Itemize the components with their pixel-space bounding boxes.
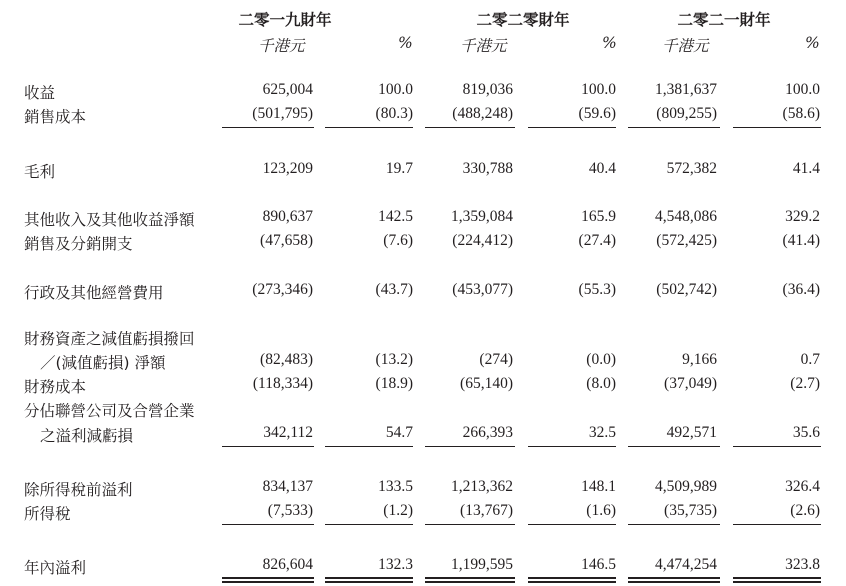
divider — [222, 127, 314, 128]
double-underline — [733, 581, 821, 583]
cell: (58.6) — [782, 105, 820, 122]
cell: 266,393 — [462, 424, 513, 441]
cell: 1,213,362 — [451, 478, 513, 495]
cell: 100.0 — [581, 81, 616, 98]
unit-amount-2020: 千港元 — [460, 37, 507, 55]
cell: (1.6) — [586, 502, 616, 519]
double-underline — [733, 577, 821, 579]
cell: (274) — [479, 351, 513, 368]
cell: 342,112 — [263, 424, 313, 441]
cell: 826,604 — [262, 556, 313, 573]
cell: (55.3) — [578, 281, 616, 298]
double-underline — [325, 581, 413, 583]
cell: 819,036 — [462, 81, 513, 98]
row-label-gross-profit: 毛利 — [24, 163, 56, 181]
divider — [425, 446, 515, 447]
cell: 4,509,989 — [655, 478, 717, 495]
cell: (1.2) — [383, 502, 413, 519]
cell: (2.7) — [790, 375, 820, 392]
cell: 492,571 — [666, 424, 717, 441]
unit-amount-2021: 千港元 — [662, 37, 709, 55]
cell: 41.4 — [792, 160, 820, 177]
row-label-impairment-line1: 財務資產之減值虧損撥回 — [24, 330, 195, 348]
divider — [733, 446, 821, 447]
cell: 132.3 — [378, 556, 413, 573]
cell: (453,077) — [452, 281, 513, 298]
row-label-share-of-results-line2: 之溢利減虧損 — [40, 427, 134, 445]
cell: 625,004 — [262, 81, 313, 98]
double-underline — [222, 577, 314, 579]
unit-pct-2020: % — [602, 34, 617, 52]
row-label-selling-expenses: 銷售及分銷開支 — [24, 235, 133, 253]
cell: (41.4) — [782, 232, 820, 249]
row-label-income-tax: 所得稅 — [24, 505, 71, 523]
divider — [628, 524, 720, 525]
cell: (59.6) — [578, 105, 616, 122]
cell: (82,483) — [260, 351, 313, 368]
header-fy2020: 二零二零財年 — [476, 11, 570, 29]
header-fy2019: 二零一九財年 — [238, 11, 332, 29]
cell: (18.9) — [375, 375, 413, 392]
double-underline — [628, 577, 720, 579]
cell: 4,474,254 — [655, 556, 717, 573]
divider — [733, 127, 821, 128]
cell: 146.5 — [581, 556, 616, 573]
unit-pct-2021: % — [805, 34, 820, 52]
double-underline — [425, 577, 515, 579]
cell: 329.2 — [785, 208, 820, 225]
divider — [628, 127, 720, 128]
cell: (36.4) — [782, 281, 820, 298]
cell: 142.5 — [378, 208, 413, 225]
header-fy2021: 二零二一財年 — [677, 11, 771, 29]
row-label-finance-costs: 財務成本 — [24, 378, 87, 396]
cell: (501,795) — [252, 105, 313, 122]
cell: (0.0) — [586, 351, 616, 368]
divider — [325, 127, 413, 128]
cell: (65,140) — [460, 375, 513, 392]
cell: 19.7 — [385, 160, 413, 177]
double-underline — [222, 581, 314, 583]
unit-amount-2019: 千港元 — [258, 37, 305, 55]
cell: (13,767) — [460, 502, 513, 519]
cell: (7,533) — [267, 502, 313, 519]
cell: 1,199,595 — [451, 556, 513, 573]
cell: 9,166 — [682, 351, 717, 368]
divider — [222, 446, 314, 447]
cell: 326.4 — [785, 478, 820, 495]
cell: 1,359,084 — [451, 208, 513, 225]
row-label-revenue: 收益 — [24, 84, 56, 102]
divider — [628, 446, 720, 447]
cell: 572,382 — [666, 160, 717, 177]
double-underline — [528, 577, 616, 579]
row-label-admin-expenses: 行政及其他經營費用 — [24, 284, 164, 302]
double-underline — [425, 581, 515, 583]
cell: 123,209 — [262, 160, 313, 177]
divider — [425, 127, 515, 128]
divider — [325, 524, 413, 525]
cell: (224,412) — [452, 232, 513, 249]
cell: 1,381,637 — [655, 81, 717, 98]
cell: 330,788 — [462, 160, 513, 177]
cell: (8.0) — [586, 375, 616, 392]
cell: 148.1 — [581, 478, 616, 495]
cell: 35.6 — [792, 424, 820, 441]
cell: (47,658) — [260, 232, 313, 249]
row-label-other-income: 其他收入及其他收益淨額 — [24, 211, 195, 229]
row-label-cost-of-sales: 銷售成本 — [24, 108, 87, 126]
cell: (35,735) — [664, 502, 717, 519]
divider — [528, 446, 616, 447]
cell: 32.5 — [588, 424, 616, 441]
divider — [425, 524, 515, 525]
unit-pct-2019: % — [398, 34, 413, 52]
cell: 890,637 — [262, 208, 313, 225]
divider — [222, 524, 314, 525]
cell: 323.8 — [785, 556, 820, 573]
double-underline — [628, 581, 720, 583]
row-label-profit-for-year: 年內溢利 — [24, 559, 87, 577]
row-label-impairment-line2: ／(減值虧損) 淨額 — [40, 354, 166, 372]
cell: 834,137 — [262, 478, 313, 495]
cell: (13.2) — [375, 351, 413, 368]
cell: (7.6) — [383, 232, 413, 249]
cell: 133.5 — [378, 478, 413, 495]
cell: 100.0 — [785, 81, 820, 98]
row-label-share-of-results-line1: 分佔聯營公司及合營企業 — [24, 402, 195, 420]
cell: 54.7 — [385, 424, 413, 441]
cell: (572,425) — [656, 232, 717, 249]
cell: 4,548,086 — [655, 208, 717, 225]
cell: (118,334) — [252, 375, 313, 392]
divider — [325, 446, 413, 447]
cell: 0.7 — [800, 351, 820, 368]
cell: (502,742) — [656, 281, 717, 298]
double-underline — [325, 577, 413, 579]
cell: 40.4 — [588, 160, 616, 177]
divider — [528, 127, 616, 128]
cell: 100.0 — [378, 81, 413, 98]
cell: 165.9 — [581, 208, 616, 225]
double-underline — [528, 581, 616, 583]
cell: (80.3) — [375, 105, 413, 122]
cell: (27.4) — [578, 232, 616, 249]
divider — [733, 524, 821, 525]
cell: (37,049) — [664, 375, 717, 392]
divider — [528, 524, 616, 525]
cell: (2.6) — [790, 502, 820, 519]
row-label-profit-before-tax: 除所得稅前溢利 — [24, 481, 133, 499]
cell: (488,248) — [452, 105, 513, 122]
cell: (809,255) — [656, 105, 717, 122]
cell: (273,346) — [252, 281, 313, 298]
cell: (43.7) — [375, 281, 413, 298]
